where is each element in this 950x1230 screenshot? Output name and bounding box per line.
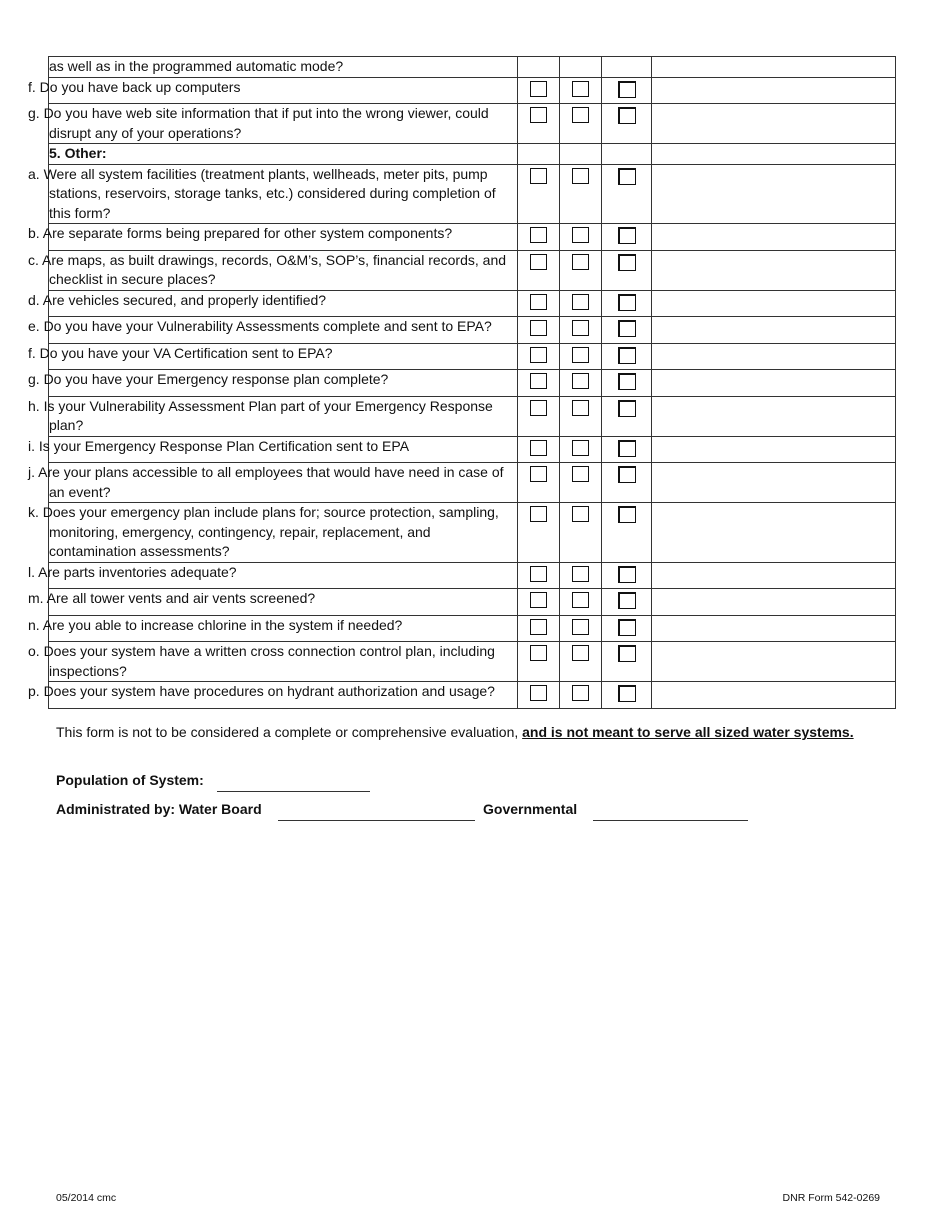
comments-cell[interactable] <box>652 144 896 165</box>
answer-cell-2 <box>560 144 602 165</box>
answer-cell-1 <box>518 224 560 251</box>
answer-checkbox-2[interactable] <box>572 566 589 582</box>
answer-checkbox-1[interactable] <box>530 619 547 635</box>
governmental-label: Governmental <box>483 801 578 817</box>
answer-cell-3 <box>602 343 652 370</box>
answer-checkbox-2[interactable] <box>572 168 589 184</box>
answer-checkbox-1[interactable] <box>530 294 547 310</box>
answer-checkbox-3[interactable] <box>618 592 636 609</box>
answer-cell-3 <box>602 396 652 436</box>
answer-checkbox-3[interactable] <box>618 373 636 390</box>
answer-cell-2 <box>560 370 602 397</box>
answer-cell-2 <box>560 642 602 682</box>
comments-cell[interactable] <box>652 317 896 344</box>
checklist-row <box>49 343 896 370</box>
answer-cell-3 <box>602 589 652 616</box>
answer-cell-2 <box>560 77 602 104</box>
checklist-row <box>49 104 896 144</box>
answer-cell-1 <box>518 503 560 563</box>
answer-cell-3 <box>602 682 652 709</box>
footer-date: 05/2014 cmc <box>56 1192 117 1204</box>
answer-checkbox-2[interactable] <box>572 592 589 608</box>
answer-checkbox-3[interactable] <box>618 347 636 364</box>
checklist-row <box>49 562 896 589</box>
question-text: f. Do you have back up computers <box>49 77 518 104</box>
question-text: p. Does your system have procedures on hydrant authorization and usage? <box>49 682 518 709</box>
checklist-row <box>49 396 896 436</box>
question-text: a. Were all system facilities (treatment plants, wellheads, meter pits, pump stations, reservoirs, storage tanks, etc.) considered during completion of this form? <box>49 164 518 224</box>
checklist-row <box>49 589 896 616</box>
answer-cell-1 <box>518 642 560 682</box>
answer-cell-1 <box>518 589 560 616</box>
answer-checkbox-2[interactable] <box>572 619 589 635</box>
answer-checkbox-2[interactable] <box>572 466 589 482</box>
comments-cell[interactable] <box>652 164 896 224</box>
answer-cell-3 <box>602 77 652 104</box>
answer-cell-3 <box>602 224 652 251</box>
checklist-row <box>49 463 896 503</box>
checklist-table <box>28 56 896 709</box>
disclaimer-text: This form is not to be considered a complete or comprehensive evaluation, <box>56 724 523 740</box>
answer-cell-3 <box>602 370 652 397</box>
answer-checkbox-2[interactable] <box>572 107 589 123</box>
answer-cell-2 <box>560 589 602 616</box>
checklist-row <box>49 224 896 251</box>
answer-checkbox-3[interactable] <box>618 294 636 311</box>
answer-cell-1 <box>518 290 560 317</box>
checklist-row <box>49 370 896 397</box>
answer-cell-1 <box>518 436 560 463</box>
question-text: as well as in the programmed automatic mode? <box>49 57 518 78</box>
answer-cell-1 <box>518 144 560 165</box>
answer-checkbox-2[interactable] <box>572 373 589 389</box>
answer-checkbox-2[interactable] <box>572 347 589 363</box>
answer-cell-3 <box>602 164 652 224</box>
comments-cell[interactable] <box>652 290 896 317</box>
answer-cell-2 <box>560 503 602 563</box>
governmental-field[interactable] <box>593 802 748 821</box>
question-text: e. Do you have your Vulnerability Assessments complete and sent to EPA? <box>49 317 518 344</box>
answer-checkbox-3[interactable] <box>618 440 636 457</box>
question-text: l. Are parts inventories adequate? <box>49 562 518 589</box>
answer-checkbox-3[interactable] <box>618 320 636 337</box>
question-text: b. Are separate forms being prepared for other system components? <box>49 224 518 251</box>
answer-cell-2 <box>560 104 602 144</box>
checklist-row <box>49 503 896 563</box>
answer-cell-2 <box>560 290 602 317</box>
answer-checkbox-1[interactable] <box>530 347 547 363</box>
answer-checkbox-1[interactable] <box>530 566 547 582</box>
comments-cell[interactable] <box>652 343 896 370</box>
answer-checkbox-2[interactable] <box>572 294 589 310</box>
answer-checkbox-3[interactable] <box>618 107 636 124</box>
answer-checkbox-1[interactable] <box>530 373 547 389</box>
answer-cell-3 <box>602 290 652 317</box>
comments-cell[interactable] <box>652 57 896 78</box>
answer-checkbox-2[interactable] <box>572 685 589 701</box>
comments-cell[interactable] <box>652 682 896 709</box>
answer-cell-1 <box>518 317 560 344</box>
checklist-row <box>49 615 896 642</box>
answer-checkbox-1[interactable] <box>530 107 547 123</box>
answer-checkbox-1[interactable] <box>530 440 547 456</box>
answer-cell-2 <box>560 396 602 436</box>
disclaimer-emphasis: and is not meant to serve all sized water systems. <box>522 724 854 740</box>
answer-cell-1 <box>518 682 560 709</box>
answer-checkbox-2[interactable] <box>572 440 589 456</box>
answer-checkbox-3[interactable] <box>618 566 636 583</box>
question-text: k. Does your emergency plan include plans for; source protection, sampling, monitoring, emergency, contingency, repair, replacement, and contamination assessments? <box>49 503 518 563</box>
footer-form-number: DNR Form 542-0269 <box>782 1192 880 1204</box>
answer-cell-1 <box>518 77 560 104</box>
question-text: n. Are you able to increase chlorine in the system if needed? <box>49 615 518 642</box>
answer-checkbox-2[interactable] <box>572 254 589 270</box>
answer-checkbox-2[interactable] <box>572 227 589 243</box>
population-label: Population of System: <box>56 772 204 788</box>
water-board-field[interactable] <box>278 802 475 821</box>
answer-cell-1 <box>518 370 560 397</box>
answer-checkbox-2[interactable] <box>572 645 589 661</box>
checklist-row <box>49 57 896 78</box>
comments-cell[interactable] <box>652 104 896 144</box>
question-text: j. Are your plans accessible to all employees that would have need in case of an event? <box>49 463 518 503</box>
checklist-row <box>49 436 896 463</box>
answer-cell-3 <box>602 436 652 463</box>
comments-cell[interactable] <box>652 250 896 290</box>
answer-cell-3 <box>602 250 652 290</box>
answer-checkbox-3[interactable] <box>618 466 636 483</box>
answer-cell-1 <box>518 615 560 642</box>
checklist-row <box>49 77 896 104</box>
answer-cell-2 <box>560 562 602 589</box>
answer-cell-2 <box>560 250 602 290</box>
answer-cell-1 <box>518 396 560 436</box>
checklist-row <box>49 164 896 224</box>
answer-cell-3 <box>602 57 652 78</box>
comments-cell[interactable] <box>652 463 896 503</box>
answer-cell-2 <box>560 615 602 642</box>
section-title: 5. Other: <box>49 144 518 165</box>
question-text: c. Are maps, as built drawings, records, O&M’s, SOP’s, financial records, and checklist in secure places? <box>49 250 518 290</box>
answer-checkbox-3[interactable] <box>618 685 636 702</box>
answer-cell-1 <box>518 164 560 224</box>
checklist-row <box>49 682 896 709</box>
answer-checkbox-3[interactable] <box>618 619 636 636</box>
answer-checkbox-1[interactable] <box>530 320 547 336</box>
answer-checkbox-1[interactable] <box>530 506 547 522</box>
answer-checkbox-1[interactable] <box>530 81 547 97</box>
answer-cell-2 <box>560 436 602 463</box>
answer-checkbox-1[interactable] <box>530 227 547 243</box>
comments-cell[interactable] <box>652 77 896 104</box>
comments-cell[interactable] <box>652 503 896 563</box>
answer-cell-2 <box>560 317 602 344</box>
population-field[interactable] <box>217 773 370 792</box>
answer-checkbox-1[interactable] <box>530 645 547 661</box>
answer-cell-3 <box>602 642 652 682</box>
question-text: f. Do you have your VA Certification sent to EPA? <box>49 343 518 370</box>
question-text: g. Do you have web site information that if put into the wrong viewer, could disrupt any of your operations? <box>49 104 518 144</box>
section-header-row <box>49 144 896 165</box>
comments-cell[interactable] <box>652 370 896 397</box>
comments-cell[interactable] <box>652 589 896 616</box>
answer-cell-2 <box>560 682 602 709</box>
answer-cell-1 <box>518 57 560 78</box>
comments-cell[interactable] <box>652 396 896 436</box>
answer-cell-3 <box>602 144 652 165</box>
comments-cell[interactable] <box>652 562 896 589</box>
answer-checkbox-3[interactable] <box>618 81 636 98</box>
answer-checkbox-1[interactable] <box>530 592 547 608</box>
question-text: d. Are vehicles secured, and properly identified? <box>49 290 518 317</box>
answer-cell-1 <box>518 104 560 144</box>
checklist-body <box>28 57 896 709</box>
answer-checkbox-1[interactable] <box>530 466 547 482</box>
question-text: o. Does your system have a written cross connection control plan, including inspections? <box>49 642 518 682</box>
answer-checkbox-1[interactable] <box>530 254 547 270</box>
comments-cell[interactable] <box>652 642 896 682</box>
answer-checkbox-2[interactable] <box>572 506 589 522</box>
answer-cell-1 <box>518 562 560 589</box>
checklist-row <box>49 250 896 290</box>
answer-checkbox-1[interactable] <box>530 685 547 701</box>
answer-cell-3 <box>602 104 652 144</box>
checklist-row <box>49 642 896 682</box>
answer-cell-2 <box>560 343 602 370</box>
answer-cell-2 <box>560 164 602 224</box>
answer-cell-2 <box>560 224 602 251</box>
answer-cell-2 <box>560 57 602 78</box>
answer-cell-3 <box>602 503 652 563</box>
checklist-row <box>49 290 896 317</box>
comments-cell[interactable] <box>652 615 896 642</box>
answer-checkbox-3[interactable] <box>618 254 636 271</box>
checklist-row <box>49 317 896 344</box>
question-text: h. Is your Vulnerability Assessment Plan part of your Emergency Response plan? <box>49 396 518 436</box>
answer-cell-1 <box>518 463 560 503</box>
answer-checkbox-3[interactable] <box>618 506 636 523</box>
question-text: g. Do you have your Emergency response plan complete? <box>49 370 518 397</box>
answer-cell-3 <box>602 317 652 344</box>
answer-cell-1 <box>518 250 560 290</box>
answer-checkbox-2[interactable] <box>572 400 589 416</box>
answer-checkbox-3[interactable] <box>618 227 636 244</box>
question-text: i. Is your Emergency Response Plan Certification sent to EPA <box>49 436 518 463</box>
comments-cell[interactable] <box>652 436 896 463</box>
comments-cell[interactable] <box>652 224 896 251</box>
question-text: m. Are all tower vents and air vents screened? <box>49 589 518 616</box>
answer-checkbox-3[interactable] <box>618 400 636 417</box>
answer-cell-3 <box>602 562 652 589</box>
answer-checkbox-1[interactable] <box>530 168 547 184</box>
answer-checkbox-1[interactable] <box>530 400 547 416</box>
answer-checkbox-3[interactable] <box>618 168 636 185</box>
disclaimer <box>56 723 916 741</box>
answer-cell-2 <box>560 463 602 503</box>
answer-cell-3 <box>602 463 652 503</box>
answer-cell-3 <box>602 615 652 642</box>
answer-checkbox-3[interactable] <box>618 645 636 662</box>
answer-checkbox-2[interactable] <box>572 320 589 336</box>
administrated-label: Administrated by: Water Board <box>56 801 262 817</box>
answer-checkbox-2[interactable] <box>572 81 589 97</box>
answer-cell-1 <box>518 343 560 370</box>
